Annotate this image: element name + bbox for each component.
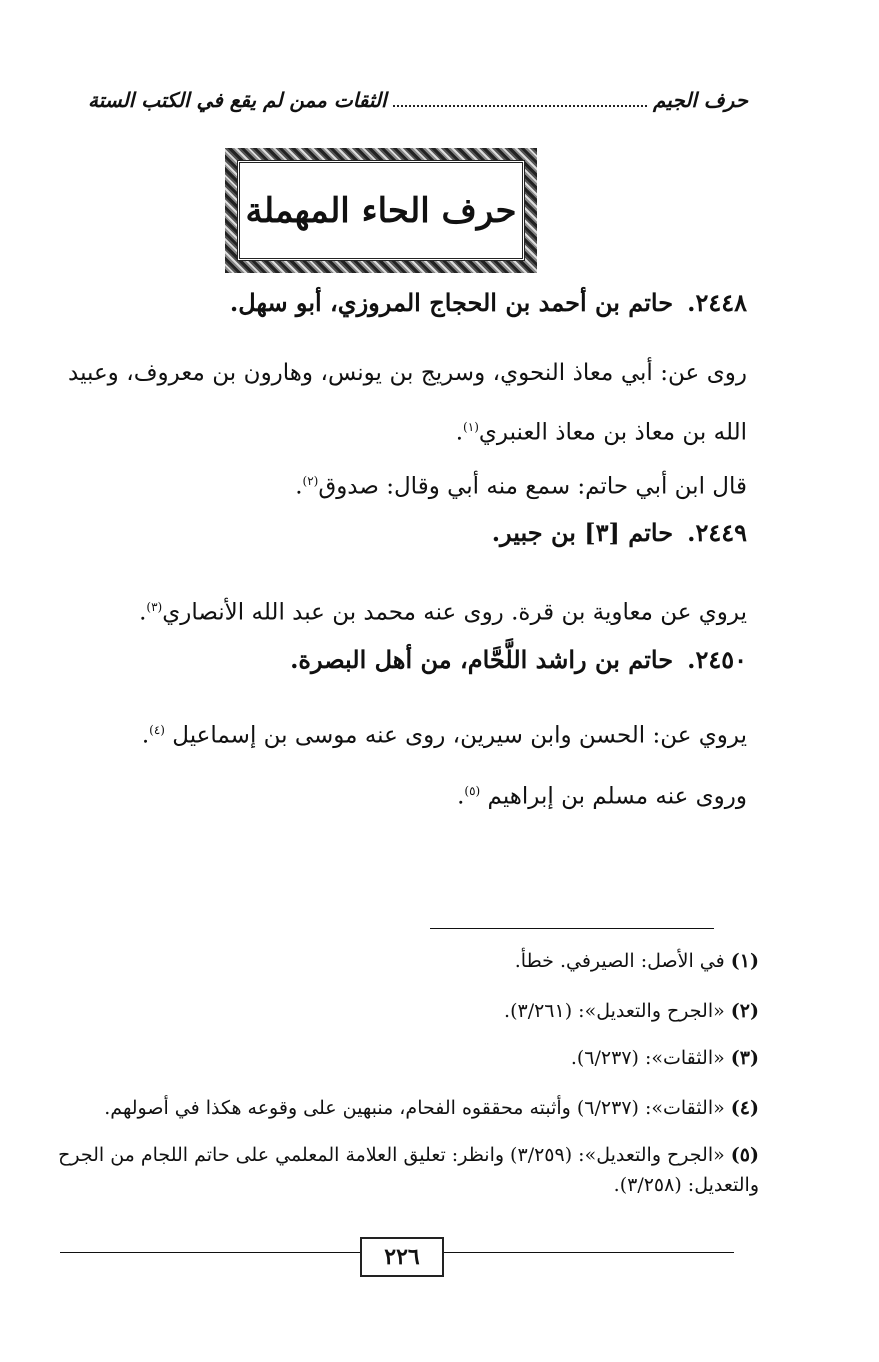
footnote-3: (٣) «الثقات»: (٦/٢٣٧). — [570, 1047, 759, 1069]
entry-heading-2449 — [492, 518, 747, 547]
footnote-mark[interactable]: (١) — [463, 420, 479, 434]
running-head-chapter: حرف الجيم — [653, 88, 748, 112]
entry-number: ٢٤٥٠. — [687, 645, 747, 674]
entry-heading-2450 — [290, 645, 747, 674]
page-number: ٢٢٦ — [360, 1237, 444, 1277]
entry-heading-2448 — [230, 288, 747, 317]
entry-number: ٢٤٤٩. — [687, 518, 747, 547]
footnote-mark[interactable]: (٥) — [464, 784, 481, 798]
entry-paragraph: يروي عن معاوية بن قرة. روى عنه محمد بن عبد الله الأنصاري$^{(٣)}$. — [139, 599, 747, 626]
entry-paragraph: يروي عن: الحسن وابن سيرين، روى عنه موسى بن إسماعيل $^{(٤)}$. — [141, 722, 747, 749]
footnote-separator — [430, 928, 714, 929]
bottom-rule-left — [60, 1252, 360, 1253]
footnote-mark[interactable]: (٤) — [149, 723, 165, 737]
entry-name: حاتم بن أحمد بن الحجاج المروزي، أبو سهل. — [229, 288, 674, 317]
footnote-2: (٢) «الجرح والتعديل»: (٣/٢٦١). — [504, 1000, 759, 1022]
entry-paragraph: وروى عنه مسلم بن إبراهيم $^{(٥)}$. — [457, 783, 747, 810]
entry-name: حاتم [٣] بن جبير. — [491, 518, 674, 547]
editorial-bracket: [٣] — [584, 518, 620, 547]
footnote-mark[interactable]: (٢) — [302, 474, 319, 488]
footnote-4: (٤) «الثقات»: (٦/٢٣٧) وأثبته محققوه الفحام، منبهين على وقوعه هكذا في أصولهم. — [104, 1097, 759, 1119]
running-head — [88, 88, 748, 118]
footnote-5: (٥) «الجرح والتعديل»: (٣/٢٥٩) وانظر: تعليق العلامة المعلمي على حاتم اللجام من الجرح والتعديل: (٣/٢٥٨). — [58, 1144, 759, 1196]
chapter-title: حرف الحاء المهملة — [237, 160, 525, 261]
running-head-dots — [393, 104, 647, 107]
bottom-rule-right — [444, 1252, 734, 1253]
entry-paragraph: قال ابن أبي حاتم: سمع منه أبي وقال: صدوق$^{(٢)}$. — [295, 473, 747, 500]
entry-name: حاتم بن راشد اللَّحَّام، من أهل البصرة. — [290, 645, 674, 674]
running-head-book-title: الثقات ممن لم يقع في الكتب الستة — [88, 88, 387, 112]
entry-paragraph: روى عن: أبي معاذ النحوي، وسريج بن يونس، وهارون بن معروف، وعبيد الله بن معاذ بن معاذ العنبري$^{(١)}$. — [68, 360, 747, 446]
entry-number: ٢٤٤٨. — [687, 288, 747, 317]
chapter-title-frame — [225, 148, 537, 273]
footnote-1: (١) في الأصل: الصيرفي. خطأ. — [514, 950, 759, 972]
footnote-mark[interactable]: (٣) — [146, 600, 163, 614]
